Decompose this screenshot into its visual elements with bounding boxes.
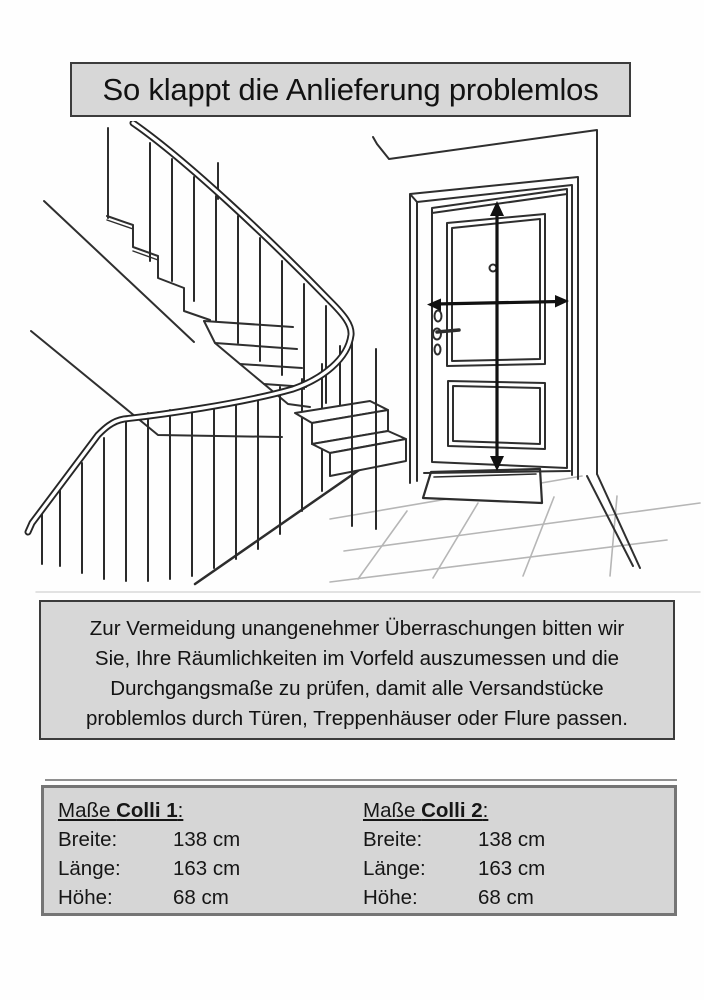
dimension-label: Breite:	[363, 828, 423, 851]
stair-stringer-lines	[31, 128, 282, 437]
colli-2-heading: Maße Colli 2:	[363, 799, 489, 822]
package-dimensions-table	[41, 785, 677, 916]
table-top-rule	[45, 779, 677, 781]
dimension-value: 163 cm	[173, 857, 241, 880]
bottom-steps	[295, 401, 406, 476]
notice-line: Durchgangsmaße zu prüfen, damit alle Versandstücke	[110, 677, 604, 700]
dimension-value: 138 cm	[173, 828, 241, 851]
entrance-door	[410, 177, 578, 483]
dimension-label: Höhe:	[363, 886, 418, 909]
notice-line: Zur Vermeidung unangenehmer Überraschungen bitten wir	[89, 617, 625, 640]
dimension-value: 163 cm	[478, 857, 546, 880]
table-row	[363, 854, 668, 883]
dimension-label: Höhe:	[58, 886, 113, 909]
table-row	[58, 825, 363, 854]
dimension-value: 68 cm	[173, 886, 229, 909]
stairwell-door-illustration	[0, 121, 704, 595]
table-row	[363, 825, 668, 854]
stair-treads	[107, 216, 310, 407]
dimension-label: Länge:	[58, 857, 121, 880]
dimension-label: Breite:	[58, 828, 118, 851]
page-title: So klappt die Anlieferung problemlos	[102, 71, 599, 107]
dimension-value: 68 cm	[478, 886, 534, 909]
table-row	[58, 883, 363, 912]
colli-2-column	[363, 796, 668, 913]
stair-base-edge	[195, 468, 362, 584]
notice-line: problemlos durch Türen, Treppenhäuser oder Flure passen.	[85, 707, 629, 730]
title-banner	[70, 62, 631, 117]
colli-1-column	[58, 796, 363, 913]
colli-1-heading: Maße Colli 1:	[58, 799, 184, 822]
measuring-notice-box	[39, 600, 675, 740]
table-row	[58, 854, 363, 883]
table-row	[363, 883, 668, 912]
dimension-label: Länge:	[363, 857, 426, 880]
notice-line: Sie, Ihre Räumlichkeiten im Vorfeld auszumessen und die	[94, 647, 620, 670]
doormat-icon	[423, 469, 542, 503]
dimension-value: 138 cm	[478, 828, 546, 851]
